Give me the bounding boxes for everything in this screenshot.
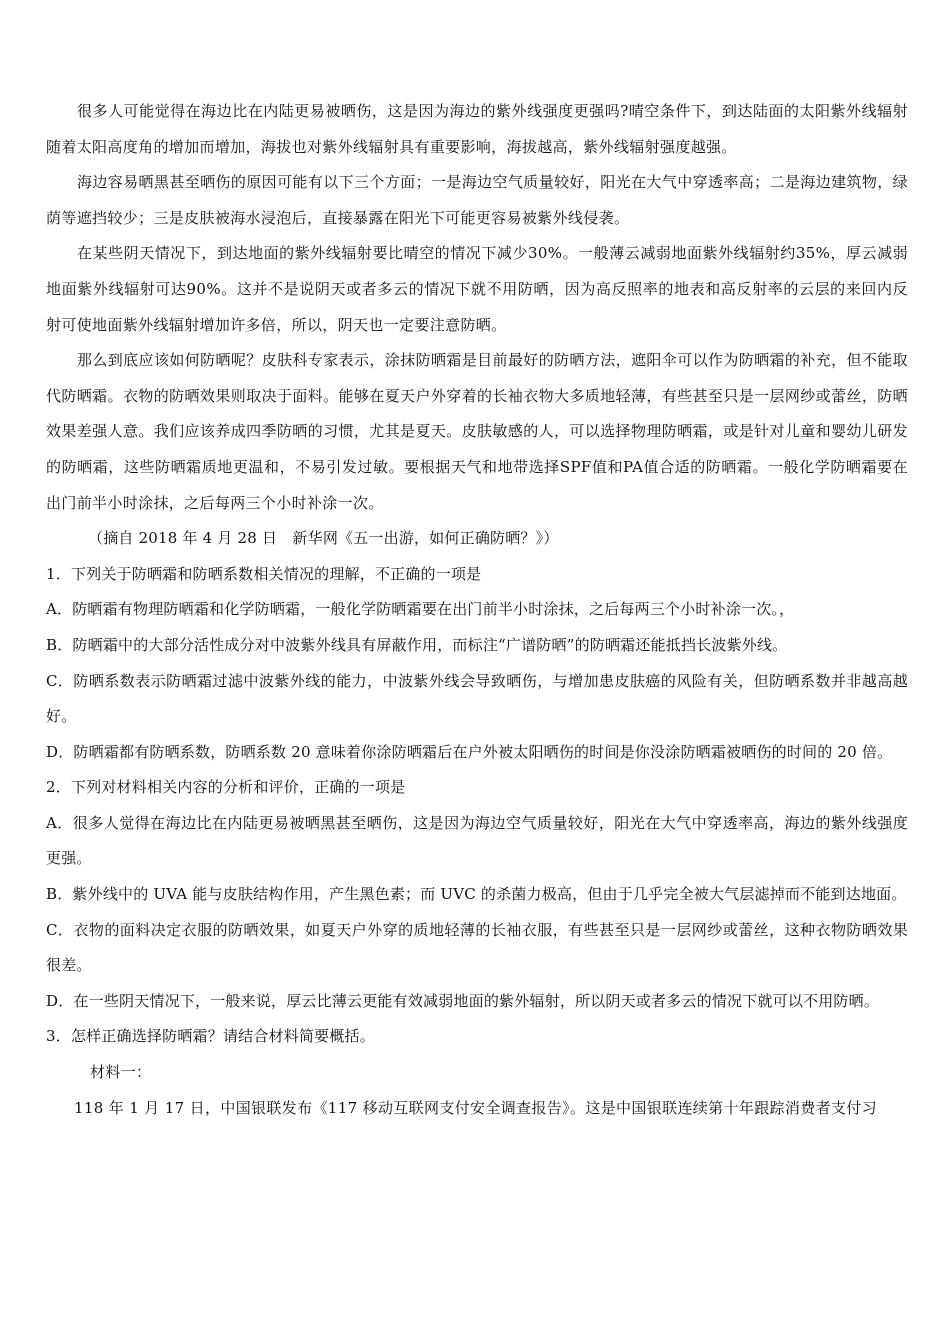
question-1-option-d: D．防晒霜都有防晒系数，防晒系数 20 意味着你涂防晒霜后在户外被太阳晒伤的时间是你没涂防晒霜被晒伤的时间的 20 倍。 [46,742,893,761]
question-3-stem: 3．怎样正确选择防晒霜？请结合材料简要概括。 [46,1027,375,1046]
question-2-option-d: D．在一些阴天情况下，一般来说，厚云比薄云更能有效减弱地面的紫外辐射，所以阴天或者多云的情况下就可以不用防晒。 [46,991,880,1010]
article-paragraph-3: 在某些阴天情况下，到达地面的紫外线辐射要比晴空的情况下减少30%。一般薄云减弱地面紫外线辐射约35%，厚云减弱地面紫外线辐射可达90%。这并不是说阴天或者多云的情况下就不用防晒，因为高反照率的地表和高反射率的云层的来回内反射可使地面紫外线辐射增加许多倍，所以，阴天也一定要注意防晒。 [46,244,908,334]
document-body [46,94,908,1126]
question-1-option-b: B．防晒霜中的大部分活性成分对中波紫外线具有屏蔽作用，而标注“广谱防晒”的防晒霜还能抵挡长波紫外线。 [46,635,788,654]
article-paragraph-2: 海边容易晒黑甚至晒伤的原因可能有以下三个方面；一是海边空气质量较好，阳光在大气中穿透率高；二是海边建筑物，绿荫等遮挡较少；三是皮肤被海水浸泡后，直接暴露在阳光下可能更容易被紫外线侵袭。 [46,173,908,227]
material-heading: 材料一： [90,1063,152,1082]
article-paragraph-4: 那么到底应该如何防晒呢？皮肤科专家表示，涂抹防晒霜是目前最好的防晒方法，遮阳伞可以作为防晒霜的补充，但不能取代防晒霜。衣物的防晒效果则取决于面料。能够在夏天户外穿着的长袖衣物大多质地轻薄，有些甚至只是一层网纱或蕾丝，防晒效果差强人意。我们应该养成四季防晒的习惯，尤其是夏天。皮肤敏感的人，可以选择物理防晒霜，或是针对儿童和婴幼儿研发的防晒霜，这些防晒霜质地更温和，不易引发过敏。要根据天气和地带选择SPF值和PA值合适的防晒霜。一般化学防晒霜要在出门前半小时涂抹，之后每两三个小时补涂一次。 [46,351,908,512]
article-source: （摘自 2018 年 4 月 28 日 新华网《五一出游，如何正确防晒？》） [88,529,559,548]
question-2-option-a: A．很多人觉得在海边比在内陆更易被晒黑甚至晒伤，这是因为海边空气质量较好，阳光在大气中穿透率高，海边的紫外线强度更强。 [46,813,908,868]
material-first-line: 118 年 1 月 17 日，中国银联发布《117 移动互联网支付安全调查报告》。这是中国银联连续第十年跟踪消费者支付习 [74,1098,878,1117]
question-2-option-c: C．衣物的面料决定衣服的防晒效果，如夏天户外穿的质地轻薄的长袖衣服，有些甚至只是一层网纱或蕾丝，这种衣物防晒效果很差。 [46,920,908,975]
article-paragraph-1: 很多人可能觉得在海边比在内陆更易被晒伤，这是因为海边的紫外线强度更强吗?晴空条件下，到达陆面的太阳紫外线辐射随着太阳高度角的增加而增加，海拔也对紫外线辐射具有重要影响，海拔越高，紫外线辐射强度越强。 [46,102,908,156]
question-1-stem: 1．下列关于防晒霜和防晒系数相关情况的理解，不正确的一项是 [46,564,482,583]
question-1-option-a: A．防晒霜有物理防晒霜和化学防晒霜，一般化学防晒霜要在出门前半小时涂抹，之后每两三个小时补涂一次。， [46,600,795,619]
question-2-stem: 2．下列对材料相关内容的分析和评价，正确的一项是 [46,778,406,797]
question-1-option-c: C．防晒系数表示防晒霜过滤中波紫外线的能力，中波紫外线会导致晒伤，与增加患皮肤癌的风险有关，但防晒系数并非越高越好。 [46,671,908,726]
question-2-option-b: B．紫外线中的 UVA 能与皮肤结构作用，产生黑色素；而 UVC 的杀菌力极高，但由于几乎完全被大气层滤掉而不能到达地面。 [46,885,907,904]
